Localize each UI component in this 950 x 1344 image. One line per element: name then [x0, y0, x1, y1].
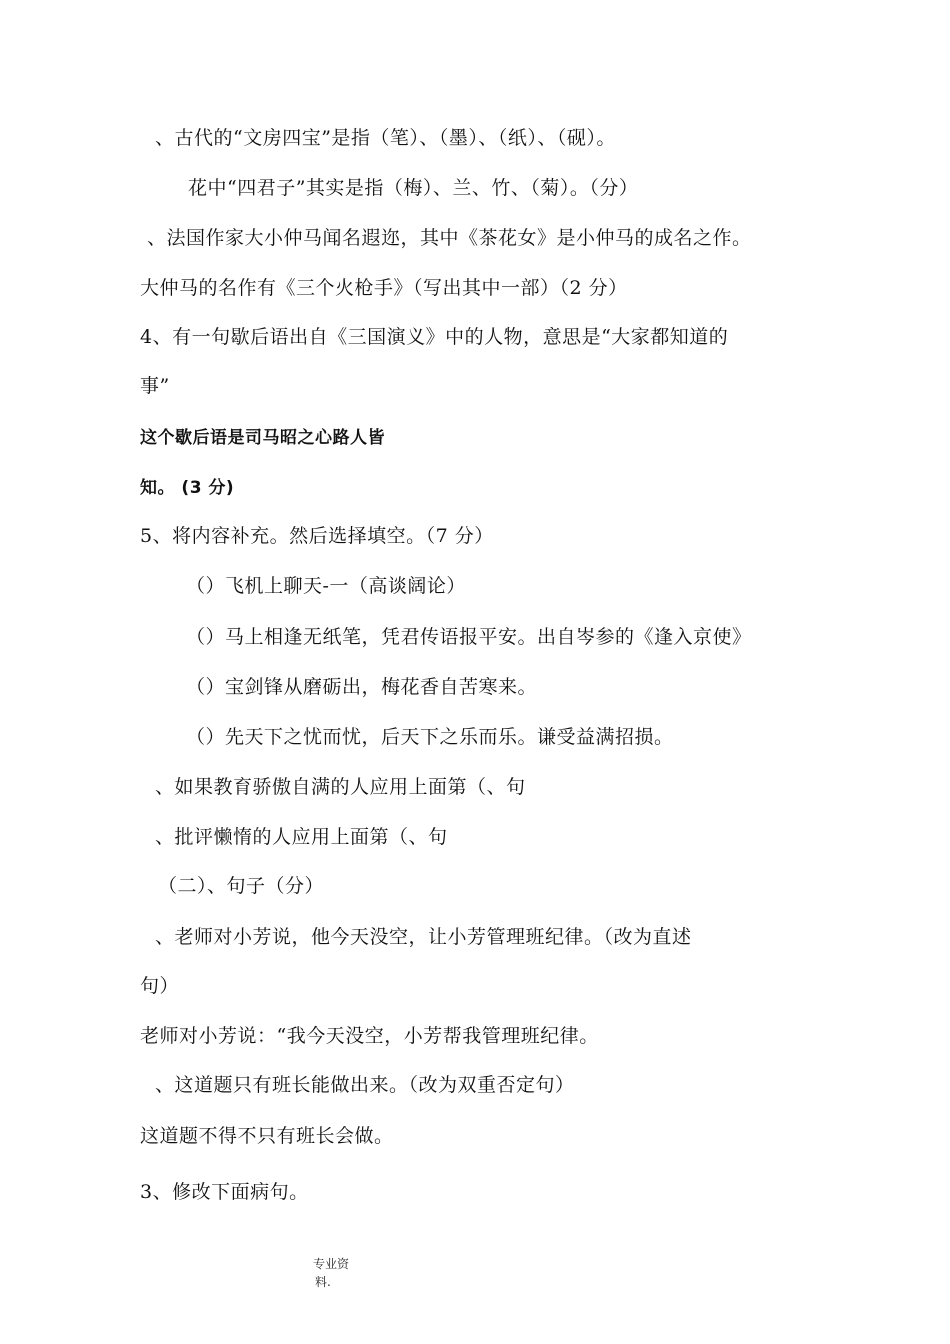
section-heading: （二）、句子（分）: [158, 875, 325, 897]
question-line-8: 、如果教育骄傲自满的人应用上面第（、句: [155, 776, 526, 798]
question-line-12: 、这道题只有班长能做出来。（改为双重否定句）: [155, 1074, 575, 1096]
answer-line-4: 这道题不得不只有班长会做。: [140, 1125, 394, 1147]
answer-line-3: 老师对小芳说：“我今天没空，小芳帮我管理班纪律。: [140, 1025, 599, 1047]
question-line-13: 3、修改下面病句。: [140, 1181, 309, 1203]
question-line-2: 花中“四君子”其实是指（梅）、兰、竹、（菊）。（分）: [188, 177, 639, 199]
option-line-3: （）宝剑锋从磨砺出，梅花香自苦寒来。: [186, 676, 538, 698]
question-line-5: 4、有一句歇后语出自《三国演义》中的人物，意思是“大家都知道的: [140, 326, 729, 348]
question-line-1: 、古代的“文房四宝”是指（笔）、（墨）、（纸）、（砚）。: [155, 127, 616, 149]
question-line-10: 、老师对小芳说，他今天没空，让小芳管理班纪律。（改为直述: [155, 926, 692, 948]
question-line-3: 、法国作家大小仲马闻名遐迩，其中《茶花女》是小仲马的成名之作。: [147, 227, 752, 249]
answer-line-1: 这个歇后语是司马昭之心路人皆: [140, 428, 385, 448]
option-line-2: （）马上相逢无纸笔，凭君传语报平安。出自岑参的《逢入京使》: [186, 626, 752, 648]
question-line-7: 5、将内容补充。然后选择填空。（7 分）: [140, 525, 494, 547]
option-line-4: （）先天下之忧而忧，后天下之乐而乐。谦受益满招损。: [186, 726, 674, 748]
question-line-9: 、批评懒惰的人应用上面第（、句: [155, 826, 448, 848]
footer-line-2: 料.: [315, 1275, 331, 1289]
question-line-6: 事”: [140, 375, 170, 397]
answer-line-2: 知。 (3 分): [140, 478, 235, 498]
question-line-11: 句）: [140, 975, 180, 997]
option-line-1: （）飞机上聊天-一（高谈阔论）: [186, 575, 466, 597]
footer-line-1: 专业资: [313, 1257, 350, 1271]
question-line-4: 大仲马的名作有《三个火枪手》（写出其中一部）（2 分）: [140, 277, 628, 299]
